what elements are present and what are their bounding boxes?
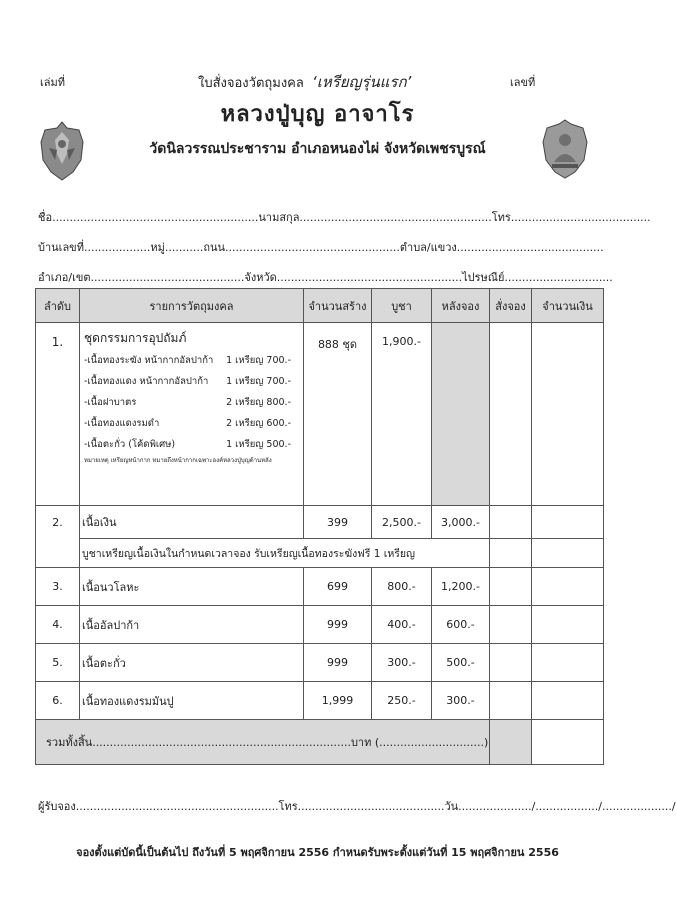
temple-line: วัดนิลวรรณประชาราม อำเภอหนองไผ่ จังหวัดเพชรบูรณ์ bbox=[149, 141, 486, 157]
set-sub-item: -เนื้อฝาบาตร 2 เหรียญ 800.- bbox=[84, 397, 291, 408]
table-row bbox=[36, 606, 604, 644]
receiver-line[interactable]: ผู้รับจอง..........................................................โทร..........................................วัน...................../................../..................../ bbox=[38, 800, 676, 813]
item-price: 400.- bbox=[372, 606, 432, 644]
total-amount-cell[interactable] bbox=[532, 720, 604, 765]
series-name: ‘เหรียญรุ่นแรก’ bbox=[312, 73, 412, 91]
table-row bbox=[36, 506, 604, 539]
table-header-row bbox=[36, 289, 604, 323]
customer-name-row[interactable]: ชื่อ...........................................................นามสกุล.......................................................โทร........................................ bbox=[38, 211, 651, 224]
item-name: เนื้ออัลปาก้า bbox=[80, 606, 304, 644]
monk-name: หลวงปู่บุญ อาจาโร bbox=[220, 102, 415, 127]
customer-district-row[interactable]: อำเภอ/เขต............................................จังหวัด.....................................................ไปรษณีย์............................... bbox=[38, 271, 613, 284]
set-sub-item: -เนื้อทองระฆัง หน้ากากอัลปาก้า 1 เหรียญ 700.- bbox=[84, 355, 291, 366]
table-row bbox=[36, 682, 604, 720]
set-remark: หมายเหตุ เหรียญหน้ากาก หมายถึงหน้ากากเฉพาะองค์หลวงปู่บุญด้านหลัง bbox=[84, 457, 272, 464]
item-price: 2,500.- bbox=[372, 506, 432, 539]
item-price: 250.- bbox=[372, 682, 432, 720]
item-no: 3. bbox=[36, 568, 80, 606]
set-no: 1. bbox=[36, 323, 80, 506]
item-price: 300.- bbox=[372, 644, 432, 682]
customer-address-row[interactable]: บ้านเลขที่...................หมู่...........ถนน..................................................ตำบล/แขวง.......................................... bbox=[38, 241, 604, 254]
set-after-cell bbox=[432, 323, 490, 506]
item-quantity: 399 bbox=[304, 506, 372, 539]
table-row bbox=[36, 568, 604, 606]
header-item: รายการวัตถุมงคล bbox=[80, 289, 304, 323]
set-sub-item: -เนื้อตะกั่ว (โค้ดพิเศษ) 1 เหรียญ 500.- bbox=[84, 439, 291, 450]
silver-note-amount-cell bbox=[532, 539, 604, 568]
item-name: เนื้อทองแดงรมมันปู bbox=[80, 682, 304, 720]
item-after: 1,200.- bbox=[432, 568, 490, 606]
item-order-cell[interactable] bbox=[490, 568, 532, 606]
item-name: เนื้อเงิน bbox=[80, 506, 304, 539]
set-item-name: ชุดกรรมการอุปถัมภ์ bbox=[84, 331, 187, 345]
item-order-cell[interactable] bbox=[490, 606, 532, 644]
header-amount: จำนวนเงิน bbox=[532, 289, 604, 323]
item-name: เนื้อนวโลหะ bbox=[80, 568, 304, 606]
item-order-cell[interactable] bbox=[490, 506, 532, 539]
set-sub-item: -เนื้อทองแดง หน้ากากอัลปาก้า 1 เหรียญ 700.- bbox=[84, 376, 291, 387]
booking-period: จองตั้งแต่บัดนี้เป็นต้นไป ถึงวันที่ 5 พฤศจิกายน 2556 กำหนดรับพระตั้งแต่วันที่ 15 พฤศจิกายน 2556 bbox=[76, 846, 559, 859]
item-amount-cell[interactable] bbox=[532, 568, 604, 606]
item-price: 800.- bbox=[372, 568, 432, 606]
total-line[interactable]: รวมทั้งสิ้น..........................................................................บาท (..............................) bbox=[36, 720, 490, 765]
total-order-cell bbox=[490, 720, 532, 765]
item-after: 600.- bbox=[432, 606, 490, 644]
item-amount-cell[interactable] bbox=[532, 506, 604, 539]
item-name: เนื้อตะกั่ว bbox=[80, 644, 304, 682]
item-no: 6. bbox=[36, 682, 80, 720]
item-amount-cell[interactable] bbox=[532, 644, 604, 682]
set-price: 1,900.- bbox=[372, 323, 432, 506]
form-title-text: ใบสั่งจองวัตถุมงคล bbox=[198, 76, 304, 91]
set-amount-cell[interactable] bbox=[532, 323, 604, 506]
set-quantity: 888 ชุด bbox=[304, 323, 372, 506]
item-amount-cell[interactable] bbox=[532, 606, 604, 644]
header-order: สั่งจอง bbox=[490, 289, 532, 323]
table-row bbox=[36, 644, 604, 682]
table-row-set bbox=[36, 323, 604, 506]
silver-note: บูชาเหรียญเนื้อเงินในกำหนดเวลาจอง รับเหรียญเนื้อทองระฆังฟรี 1 เหรียญ bbox=[80, 539, 490, 568]
form-title bbox=[198, 70, 411, 94]
item-quantity: 699 bbox=[304, 568, 372, 606]
total-row bbox=[36, 720, 604, 765]
item-after: 500.- bbox=[432, 644, 490, 682]
header-no: ลำดับ bbox=[36, 289, 80, 323]
item-order-cell[interactable] bbox=[490, 644, 532, 682]
item-no: 5. bbox=[36, 644, 80, 682]
item-after: 300.- bbox=[432, 682, 490, 720]
garuda-medal-image bbox=[37, 120, 87, 182]
silver-note-order-cell bbox=[490, 539, 532, 568]
set-item-cell bbox=[80, 323, 304, 506]
item-order-cell[interactable] bbox=[490, 682, 532, 720]
book-number-label: เล่มที่ bbox=[40, 76, 66, 89]
document-number-label: เลขที่ bbox=[510, 76, 536, 89]
set-order-cell[interactable] bbox=[490, 323, 532, 506]
item-no: 4. bbox=[36, 606, 80, 644]
item-quantity: 999 bbox=[304, 644, 372, 682]
item-amount-cell[interactable] bbox=[532, 682, 604, 720]
item-after: 3,000.- bbox=[432, 506, 490, 539]
order-table bbox=[35, 288, 604, 765]
header-price: บูชา bbox=[372, 289, 432, 323]
set-sub-item: -เนื้อทองแดงรมดำ 2 เหรียญ 600.- bbox=[84, 418, 291, 429]
item-no: 2. bbox=[36, 506, 80, 568]
item-quantity: 999 bbox=[304, 606, 372, 644]
silver-note-row bbox=[36, 539, 604, 568]
header-quantity: จำนวนสร้าง bbox=[304, 289, 372, 323]
item-quantity: 1,999 bbox=[304, 682, 372, 720]
monk-medal-image bbox=[540, 118, 590, 180]
header-after: หลังจอง bbox=[432, 289, 490, 323]
